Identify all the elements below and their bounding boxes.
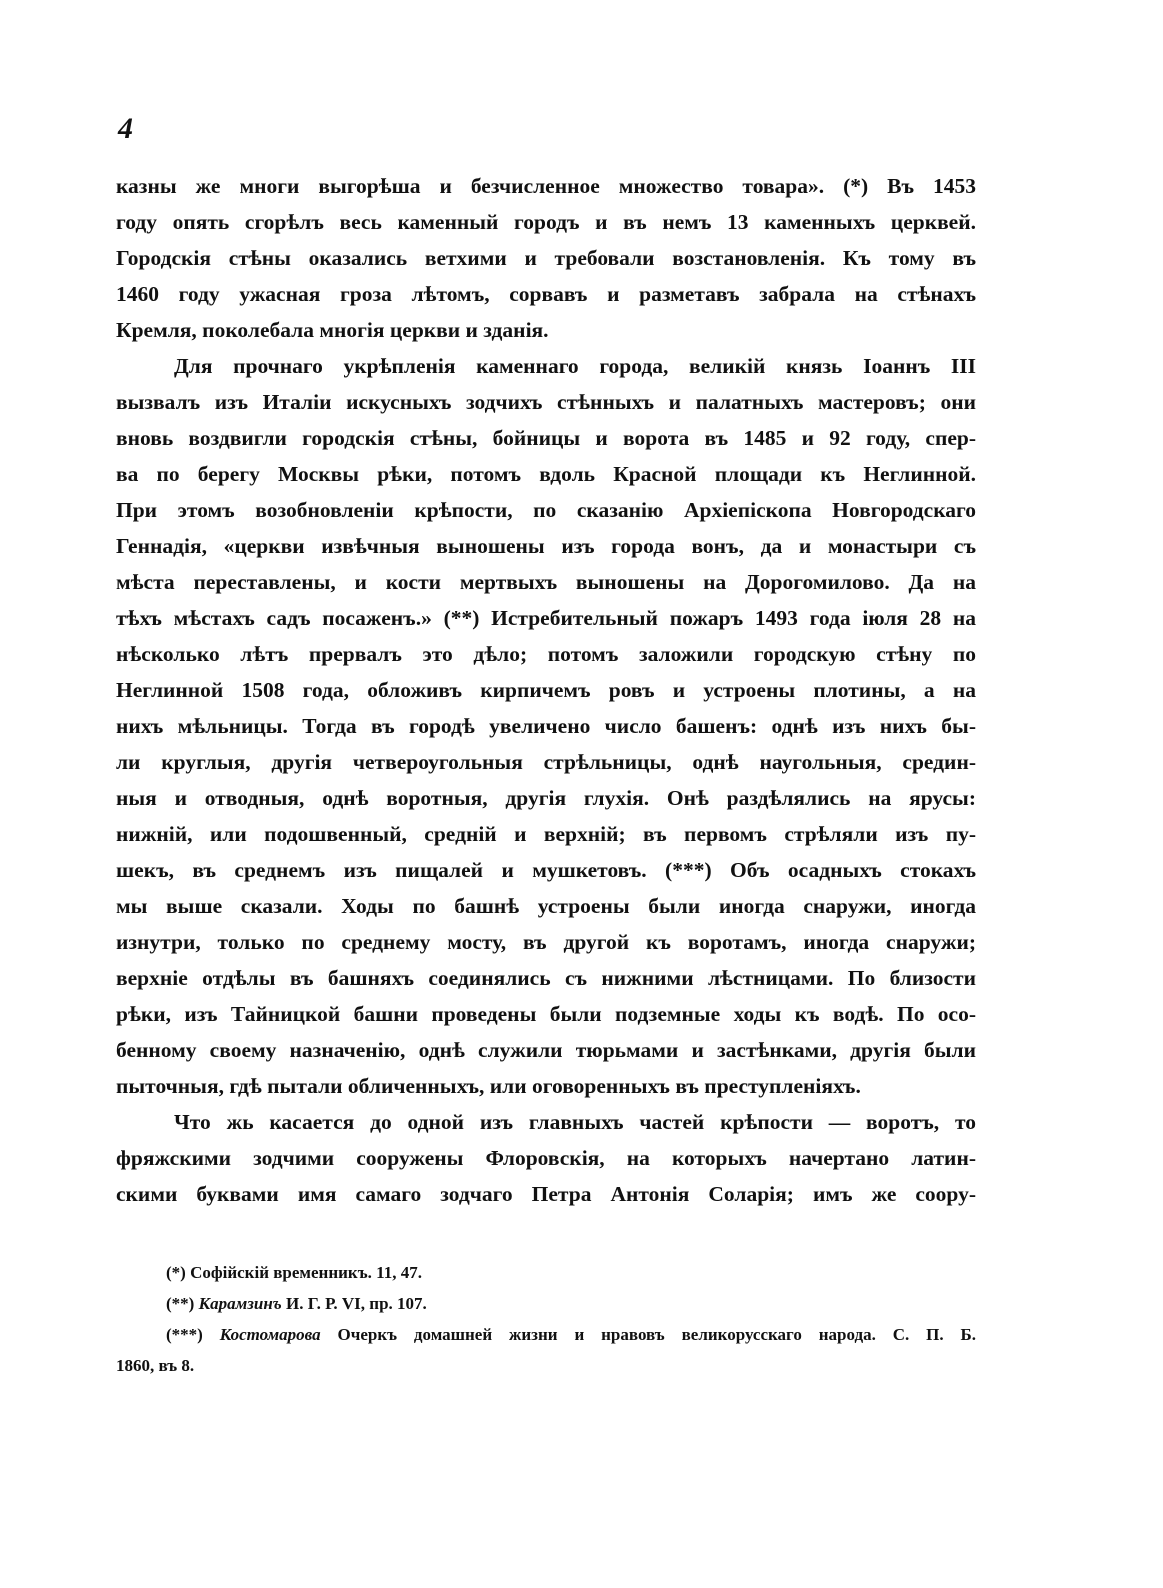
text-line: 1460 году ужасная гроза лѣтомъ, сорвавъ и разметавъ забрала на стѣнахъ	[116, 282, 976, 306]
footnotes	[116, 1257, 976, 1381]
text-line: ли круглыя, другія четвероугольныя стрѣльницы, однѣ наугольныя, средин-	[116, 750, 976, 774]
text-line: казны же многи выгорѣша и безчисленное множество товара». (*) Въ 1453	[116, 174, 976, 198]
text-line: году опять сгорѣлъ весь каменный городъ и въ немъ 13 каменныхъ церквей.	[116, 210, 976, 234]
text-line: нижній, или подошвенный, средній и верхній; въ первомъ стрѣляли изъ пу-	[116, 822, 976, 846]
text-line: тѣхъ мѣстахъ садъ посаженъ.» (**) Истребительный пожаръ 1493 года іюля 28 на	[116, 606, 976, 630]
text-line: Неглинной 1508 года, обложивъ кирпичемъ ровъ и устроены плотины, а на	[116, 678, 976, 702]
footnote-2	[166, 1288, 976, 1319]
text-line: ныя и отводныя, однѣ воротныя, другія глухія. Онѣ раздѣлялись на ярусы:	[116, 786, 976, 810]
footnote-3-author: Костомарова	[219, 1325, 321, 1344]
text-line: рѣки, изъ Тайницкой башни проведены были подземные ходы къ водѣ. По осо-	[116, 1002, 976, 1026]
text-line: Что жь касается до одной изъ главныхъ частей крѣпости — воротъ, то	[174, 1110, 976, 1134]
text-line: бенному своему назначенію, однѣ служили тюрьмами и застѣнками, другія были	[116, 1038, 976, 1062]
text-line: нихъ мѣльницы. Тогда въ городѣ увеличено число башенъ: однѣ изъ нихъ бы-	[116, 714, 976, 738]
footnote-3-text: Очеркъ домашней жизни и нравовъ великорусскаго народа. С. П. Б.	[337, 1325, 976, 1344]
body-text	[116, 168, 976, 1212]
text-line: Для прочнаго укрѣпленія каменнаго города, великій князь Іоаннъ III	[174, 354, 976, 378]
text-line: мѣста переставлены, и кости мертвыхъ вынoшены на Дорогомилово. Да на	[116, 570, 976, 594]
page-number: 4	[118, 112, 133, 145]
footnote-1-mark: (*)	[166, 1263, 186, 1282]
text-line: Кремля, поколебала многія церкви и зданія.	[116, 318, 549, 342]
text-line: шекъ, въ среднемъ изъ пищалей и мушкетовъ. (***) Объ осадныхъ стокахъ	[116, 858, 976, 882]
text-line: фряжскими зодчими сооружены Флоровскія, на которыхъ начертано латин-	[116, 1146, 976, 1170]
text-line: скими буквами имя самаго зодчаго Петра Антонія Соларія; имъ же соору-	[116, 1182, 976, 1206]
text-line: мы выше сказали. Ходы по башнѣ устроены были иногда снаружи, иногда	[116, 894, 976, 918]
footnote-1	[166, 1257, 976, 1288]
text-line: изнутри, только по среднему мосту, въ другой къ воротамъ, иногда снаружи;	[116, 930, 976, 954]
footnote-2-author: Карамзинъ	[198, 1294, 282, 1313]
footnote-3-mark: (***)	[166, 1325, 203, 1344]
footnote-2-text: И. Г. Р. VI, пр. 107.	[286, 1294, 427, 1313]
text-line: нѣсколько лѣтъ прервалъ это дѣло; потомъ заложили городскую стѣну по	[116, 642, 976, 666]
text-line: При этомъ возобновленіи крѣпости, по сказанію Архіепіскопа Новгородскаго	[116, 498, 976, 522]
footnote-1-text: Софійскій временникъ. 11, 47.	[190, 1263, 422, 1282]
text-line: Геннадія, «церкви извѣчныя вынoшены изъ города вонъ, да и монастыри съ	[116, 534, 976, 558]
footnote-2-mark: (**)	[166, 1294, 195, 1313]
text-line: пыточныя, гдѣ пытали обличенныхъ, или оговоренныхъ въ преступленіяхъ.	[116, 1074, 861, 1098]
text-line: Городскія стѣны оказались ветхими и требовали возстановленія. Къ тому въ	[116, 246, 976, 270]
footnote-3-continuation: 1860, въ 8.	[116, 1356, 195, 1375]
text-line: ва по берегу Москвы рѣки, потомъ вдоль Красной площади къ Неглинной.	[116, 462, 976, 486]
text-line: вызвалъ изъ Италіи искусныхъ зодчихъ стѣнныхъ и палатныхъ мастеровъ; они	[116, 390, 976, 414]
text-line: вновь воздвигли городскія стѣны, бойницы и ворота въ 1485 и 92 году, спер-	[116, 426, 976, 450]
footnote-3	[166, 1319, 976, 1350]
text-line: верхніе отдѣлы въ башняхъ соединялись съ нижними лѣстницами. По близости	[116, 966, 976, 990]
